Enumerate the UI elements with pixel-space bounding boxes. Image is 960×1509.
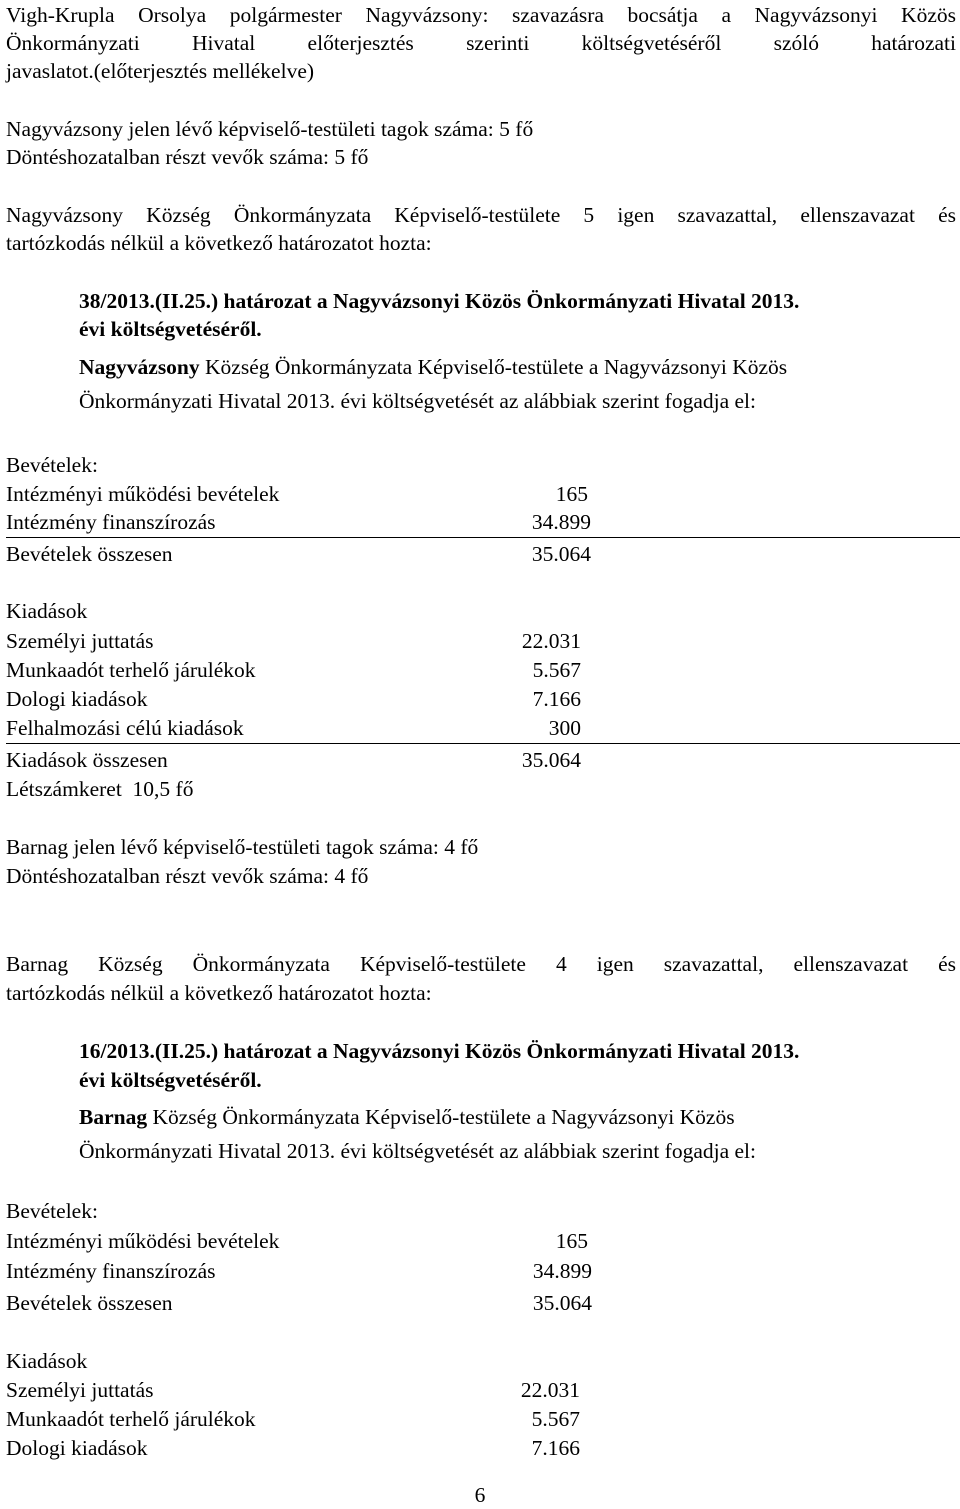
- nv-expense-label-0: Személyi juttatás: [6, 629, 154, 653]
- nv-expense-label-3: Felhalmozási célú kiadások: [6, 716, 244, 740]
- barnag-revenue-total-label: Bevételek összesen: [6, 1291, 173, 1315]
- nv-expense-value-1: 5.567: [532, 658, 581, 682]
- nv-headcount: Létszámkeret 10,5 fő: [6, 777, 194, 801]
- barnag-expense-heading: Kiadások: [6, 1349, 88, 1373]
- nv-expense-total-value: 35.064: [521, 748, 581, 772]
- barnag-expense-value-2: 7.166: [531, 1436, 580, 1460]
- barnag-resolution-body-1: [79, 1104, 735, 1130]
- barnag-expense-label-0: Személyi juttatás: [6, 1378, 154, 1402]
- barnag-revenue-label-0: Intézményi működési bevételek: [6, 1229, 280, 1253]
- nv-resolution-title-1: 38/2013.(II.25.) határozat a Nagyvázsonyi Közös Önkormányzati Hivatal 2013.: [79, 289, 800, 313]
- nv-revenue-label-1: Intézmény finanszírozás: [6, 510, 216, 534]
- nv-vote-line-1: Nagyvázsony Község Önkormányzata Képviselő-testülete 5 igen szavazattal, ellenszavazat és: [6, 203, 956, 227]
- barnag-revenue-total-value: 35.064: [532, 1291, 592, 1315]
- nv-resolution-body-2: Önkormányzati Hivatal 2013. évi költségvetését az alábbiak szerint fogadja el:: [79, 389, 757, 413]
- barnag-expense-value-0: 22.031: [520, 1378, 580, 1402]
- nv-revenue-total-value: 35.064: [531, 542, 591, 566]
- barnag-vote-line-2: tartózkodás nélkül a következő határozatot hozta:: [6, 981, 432, 1005]
- intro-line-3: javaslatot.(előterjesztés mellékelve): [6, 59, 315, 83]
- barnag-revenue-value-1: 34.899: [532, 1259, 592, 1283]
- nv-revenue-value-1: 34.899: [531, 510, 591, 534]
- barnag-resolution-title-2: évi költségvetéséről.: [79, 1068, 262, 1092]
- barnag-expense-label-1: Munkaadót terhelő járulékok: [6, 1407, 256, 1431]
- nv-revenue-total-label: Bevételek összesen: [6, 542, 173, 566]
- nv-resolution-title-2: évi költségvetéséről.: [79, 317, 262, 341]
- nv-revenue-value-0: 165: [555, 482, 588, 506]
- barnag-resolution-title-1: 16/2013.(II.25.) határozat a Nagyvázsonyi Közös Önkormányzati Hivatal 2013.: [79, 1039, 800, 1063]
- barnag-expense-label-2: Dologi kiadások: [6, 1436, 148, 1460]
- barnag-expense-value-1: 5.567: [531, 1407, 580, 1431]
- nv-members: Nagyvázsony jelen lévő képviselő-testületi tagok száma: 5 fő: [6, 117, 534, 141]
- nv-expense-label-2: Dologi kiadások: [6, 687, 148, 711]
- barnag-revenue-value-0: 165: [555, 1229, 588, 1253]
- intro-line-2: Önkormányzati Hivatal előterjesztés szerinti költségvetéséről szóló határozati: [6, 31, 956, 55]
- barnag-vote-line-1: Barnag Község Önkormányzata Képviselő-testülete 4 igen szavazattal, ellenszavazat és: [6, 952, 956, 976]
- intro-line-1: Vigh-Krupla Orsolya polgármester Nagyvázsony: szavazásra bocsátja a Nagyvázsonyi Közös: [6, 3, 956, 27]
- nv-expense-label-1: Munkaadót terhelő járulékok: [6, 658, 256, 682]
- nv-expense-heading: Kiadások: [6, 599, 88, 623]
- nv-expense-value-0: 22.031: [521, 629, 581, 653]
- page-number: 6: [474, 1483, 486, 1507]
- nv-municipality-name: Nagyvázsony: [79, 355, 200, 379]
- barnag-revenue-label-1: Intézmény finanszírozás: [6, 1259, 216, 1283]
- nv-body-1-rest: Község Önkormányzata Képviselő-testülete a Nagyvázsonyi Közös: [199, 355, 788, 379]
- nv-expense-value-2: 7.166: [532, 687, 581, 711]
- barnag-revenue-heading: Bevételek:: [6, 1199, 98, 1223]
- barnag-members: Barnag jelen lévő képviselő-testületi tagok száma: 4 fő: [6, 835, 479, 859]
- nv-expense-total-label: Kiadások összesen: [6, 748, 168, 772]
- nv-revenue-total-rule: [6, 537, 960, 538]
- barnag-municipality-name: Barnag: [79, 1105, 148, 1129]
- nv-revenue-label-0: Intézményi működési bevételek: [6, 482, 280, 506]
- nv-resolution-body-1: [79, 354, 787, 380]
- nv-expense-total-rule: [6, 743, 960, 744]
- barnag-body-1-rest: Község Önkormányzata Képviselő-testülete a Nagyvázsonyi Közös: [147, 1105, 735, 1129]
- nv-revenue-heading: Bevételek:: [6, 453, 98, 477]
- nv-vote-line-2: tartózkodás nélkül a következő határozatot hozta:: [6, 231, 432, 255]
- barnag-voters: Döntéshozatalban részt vevők száma: 4 fő: [6, 864, 369, 888]
- nv-expense-value-3: 300: [548, 716, 581, 740]
- barnag-resolution-body-2: Önkormányzati Hivatal 2013. évi költségvetését az alábbiak szerint fogadja el:: [79, 1139, 757, 1163]
- nv-voters: Döntéshozatalban részt vevők száma: 5 fő: [6, 145, 369, 169]
